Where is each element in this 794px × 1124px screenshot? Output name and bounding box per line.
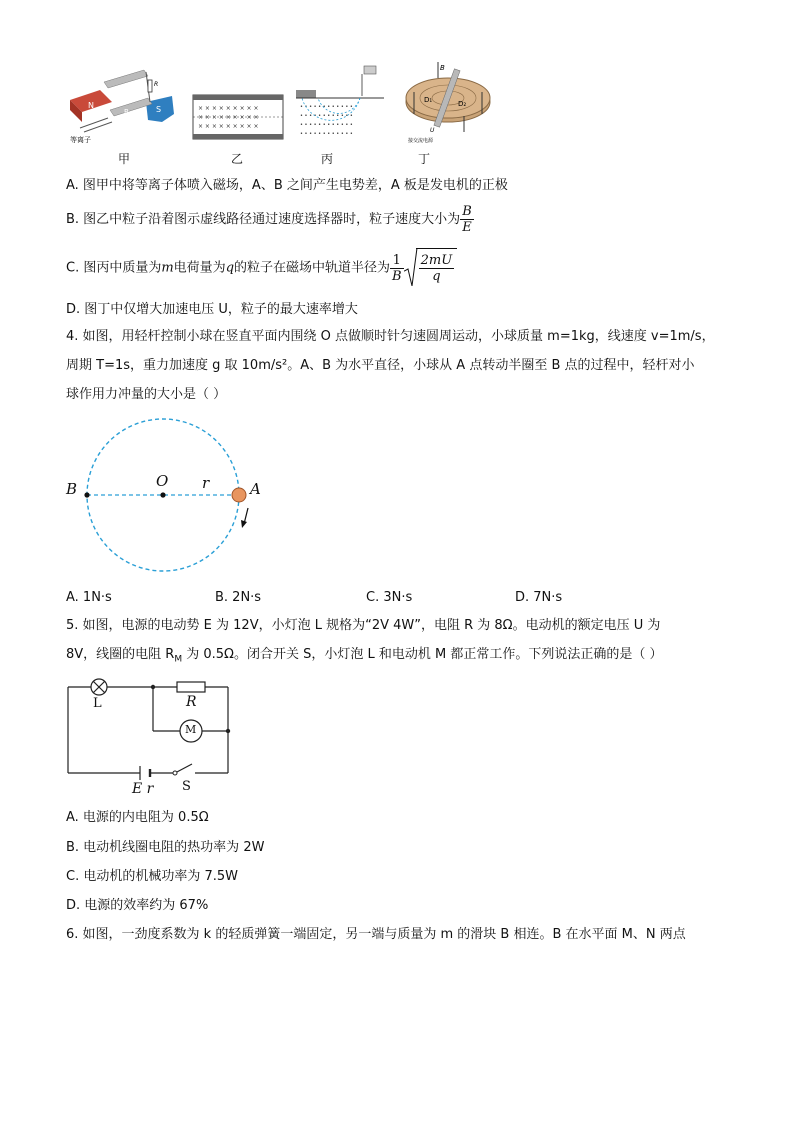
svg-text:× × × × × × × × ×: × × × × × × × × × [198,123,259,130]
svg-text:× × × × × × × × ×: × × × × × × × × × [198,114,259,121]
caption-ding: 丁 [418,152,431,166]
fraction-numerator: 2mU [420,253,453,268]
q3-option-c-text-2: 电荷量为 [173,260,226,276]
symbol-q: q [225,260,235,276]
q5-option-d: D. 电源的效率约为 67% [66,898,209,913]
square-root [404,248,458,288]
fraction-denominator: B [392,268,402,284]
svg-text:• • • • • • • • • • • •: • • • • • • • • • • • • [300,104,353,110]
fraction-b-over-e [460,204,474,235]
label-s: S [156,105,162,114]
label-d1: D₁ [424,96,433,104]
caption-yi: 乙 [231,152,244,166]
fraction-numerator: 1 [392,252,401,268]
center-o-label: O [156,472,169,490]
q4-text-line1: 4. 如图，用轻杆控制小球在竖直平面内围绕 O 点做顺时针匀速圆周运动，小球质量 m=1kg，线速度 v=1m/s， [66,329,715,344]
q5-circuit-figure [62,670,242,800]
q5-text-line2 [66,646,663,669]
q4-option-a: A. 1N·s [66,590,112,605]
q5-text-line2-rest: 为 0.5Ω。闭合开关 S，小灯泡 L 和电动机 M 都正常工作。下列说法正确的是（ ） [182,647,663,662]
q4-text-line3: 球作用力冲量的大小是（ ） [66,387,227,402]
figure-yi [192,94,284,140]
mhd-generator-diagram [66,62,178,146]
label-u: U [430,127,435,134]
battery-label: E r [132,781,154,797]
label-b-field: B [440,64,445,72]
q3-option-c-text: C. 图丙中质量为 [66,260,162,276]
figure-ding [400,62,496,146]
fraction-denominator: E [460,219,474,235]
label-d2: D₂ [458,100,467,108]
svg-text:• • • • • • • • • • • •: • • • • • • • • • • • • [300,131,353,137]
figure-bing [294,64,386,144]
circular-motion-diagram [60,412,280,582]
svg-text:• • • • • • • • • • • •: • • • • • • • • • • • • [300,122,353,128]
q4-text-line2: 周期 T=1s，重力加速度 g 取 10m/s²。A、B 为水平直径，小球从 A 点转动半圈至 B 点的过程中，轻杆对小 [66,358,695,373]
label-b: B [124,108,129,116]
lamp-label: L [93,696,102,711]
svg-text:• • • • • • • • • • • •: • • • • • • • • • • • • [300,113,353,119]
q3-option-d: D. 图丁中仅增大加速电压 U，粒子的最大速率增大 [66,302,358,317]
q5-text-line2-start: 8V，线圈的电阻 R [66,647,175,662]
q5-option-c: C. 电动机的机械功率为 7.5W [66,869,239,884]
q4-option-c: C. 3N·s [366,590,413,605]
velocity-selector-diagram [192,94,284,140]
q5-option-a: A. 电源的内电阻为 0.5Ω [66,810,209,825]
point-a-label: A [250,480,261,498]
radical-icon [404,248,418,288]
label-a: A [118,86,123,94]
switch-label: S [182,779,191,794]
q5-text-line1: 5. 如图，电源的电动势 E 为 12V，小灯泡 L 规格为“2V 4W”，电阻 R 为 8Ω。电动机的额定电压 U 为 [66,618,661,633]
caption-bing: 丙 [321,152,334,166]
label-ions: 等离子 [70,136,91,144]
q4-option-d: D. 7N·s [515,590,563,605]
motor-label: M [185,723,197,736]
q3-option-c [66,248,457,288]
q3-option-a: A. 图甲中将等离子体喷入磁场，A、B 之间产生电势差，A 板是发电机的正极 [66,178,508,193]
resistor-label: R [186,694,197,710]
q3-option-b [66,203,474,237]
label-ac-source: 接交流电源 [408,138,434,144]
q6-text-line1: 6. 如图，一劲度系数为 k 的轻质弹簧一端固定，另一端与质量为 m 的滑块 B 相连。B 在水平面 M、N 两点 [66,927,686,942]
q4-option-b: B. 2N·s [215,590,262,605]
fraction-1-over-b [390,253,404,284]
subscript-m: M [174,654,183,665]
point-b-label: B [66,480,78,498]
fraction-2mu-over-q [419,253,455,284]
q3-option-c-text-3: 的粒子在磁场中轨道半径为 [234,260,391,276]
q5-option-b: B. 电动机线圈电阻的热功率为 2W [66,840,265,855]
mass-spectrometer-diagram [294,64,386,144]
q3-option-b-text: B. 图乙中粒子沿着图示虚线路径通过速度选择器时，粒子速度大小为 [66,212,461,227]
fraction-numerator: B [462,204,472,219]
fraction-denominator: q [419,268,455,284]
q4-circle-figure [60,412,280,582]
caption-jia: 甲 [118,152,131,166]
label-r: R [154,81,159,88]
svg-text:× × × × × × × × ×: × × × × × × × × × [198,105,259,112]
radius-r-label: r [202,474,210,492]
cyclotron-diagram [400,62,496,146]
symbol-m: m [161,260,174,276]
figure-jia [66,62,178,146]
label-n: N [88,101,94,110]
